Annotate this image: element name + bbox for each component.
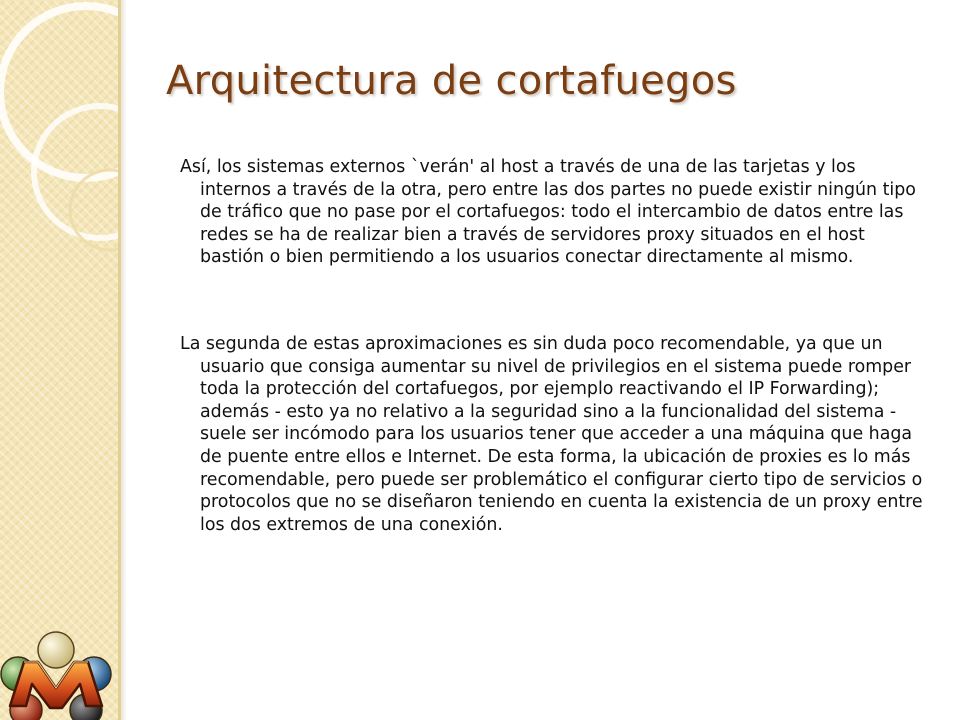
- decorative-circles-icon: [0, 0, 118, 320]
- paragraph-2: La segunda de estas aproximaciones es sin duda poco recomendable, ya que un usuario que consiga aumentar su nivel de privilegios en el sistema puede romper toda la protección del cortafuegos, por ejemplo reactivando el IP Forwarding); además - esto ya no relativo a la seguridad sino a la funcionalidad del sistema - suele ser incómodo para los usuarios tener que acceder a una máquina que haga de puente entre ellos e Internet. De esta forma, la ubicación de proxies es lo más recomendable, pero puede ser problemático el configurar cierto tipo de servicios o protocolos que no se diseñaron teniendo en cuenta la existencia de un proxy entre los dos extremos de una conexión.: [180, 334, 923, 535]
- paragraph-1: Así, los sistemas externos `verán' al host a través de una de las tarjetas y los internos a través de la otra, pero entre las dos partes no puede existir ningún tipo de tráfico que no pase por el cortafuegos: todo el intercambio de datos entre las redes se ha de realizar bien a través de servidores proxy situados en el host bastión o bien permitiendo a los usuarios conectar directamente al mismo.: [180, 157, 916, 268]
- side-band-shadow: [121, 0, 127, 720]
- slide-title: Arquitectura de cortafuegos: [166, 58, 737, 104]
- magic-logo-icon: [0, 628, 112, 720]
- side-decorative-band: [0, 0, 118, 720]
